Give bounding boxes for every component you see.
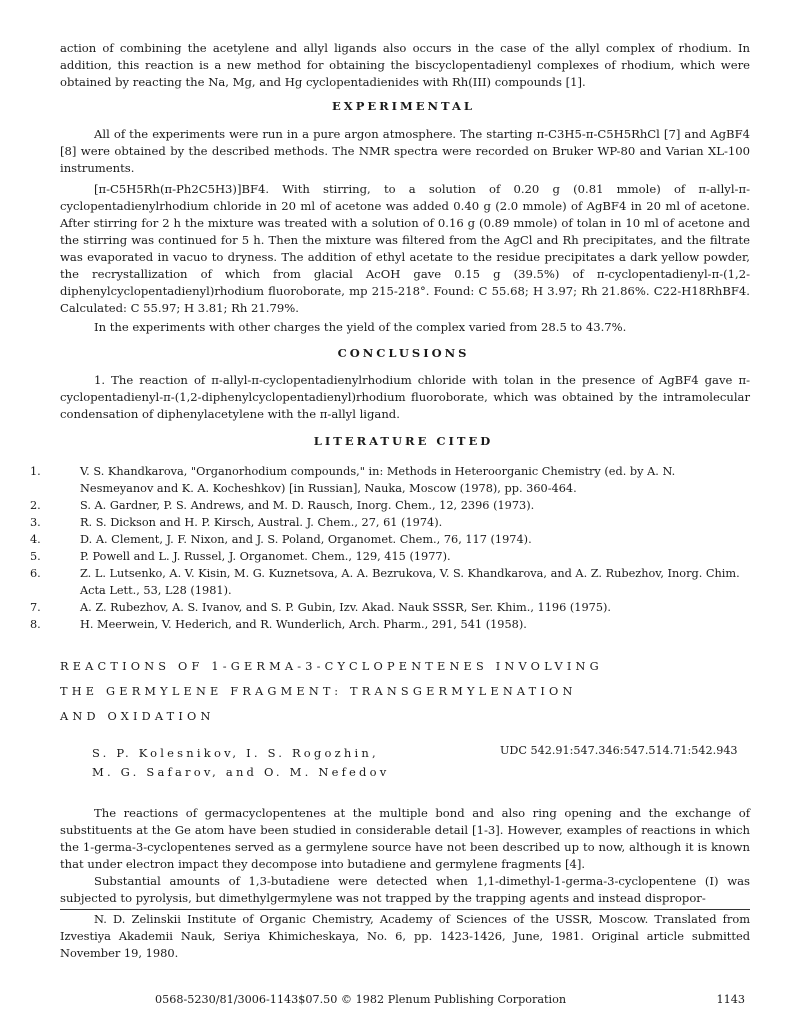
intro-paragraph: action of combining the acetylene and allyl ligands also occurs in the case of the allyl complex of rhodium. In addition, this reaction is a new method for obtaining the biscyclopentadienyl complexes of rhodium, which were obtained by reacting the Na, Mg, and Hg cyclopentadienides with Rh(III) compounds [1]. bbox=[60, 41, 750, 89]
article-paragraph-2: Substantial amounts of 1,3-butadiene were detected when 1,1-dimethyl-1-germa-3-cyclopentene (I) was subjected to pyrolysis, but dimethylgermylene was not trapped by the trapping agents and instead dispropor- bbox=[60, 874, 750, 905]
reference-text: H. Meerwein, V. Hederich, and R. Wunderlich, Arch. Pharm., 291, 541 (1958). bbox=[80, 618, 527, 631]
experimental-paragraph-2: [π-C5H5Rh(π-Ph2C5H3)]BF4. With stirring, to a solution of 0.20 g (0.81 mmole) of π-allyl-π-cyclopentadienylrhodium chloride in 20 ml of acetone was added 0.40 g (2.0 mmole) of AgBF4 in 20 ml of acetone. After stirring for 2 h the mixture was treated with a solution of 0.16 g (0.89 mmole) of tolan in 10 ml of acetone and the stirring was continued for 5 h. Then the mixture was filtered from the AgCl and Rh precipitates, and the filtrate was evaporated in vacuo to dryness. The addition of ethyl acetate to the residue precipitates a dark yellow powder, the recrystallization of which from glacial AcOH gave 0.15 g (39.5%) of π-cyclopentadienyl-π-(1,2-diphenylcyclopentadienyl)rhodium fluoroborate, mp 215-218°. Found: C 55.68; H 3.97; Rh 21.86%. C22-H18RhBF4. Calculated: C 55.97; H 3.81; Rh 21.79%. bbox=[60, 182, 750, 315]
reference-text: A. Z. Rubezhov, A. S. Ivanov, and S. P. Gubin, Izv. Akad. Nauk SSSR, Ser. Khim., 1196 (1975). bbox=[80, 601, 612, 614]
reference-number: 7. bbox=[30, 601, 41, 614]
reference-item bbox=[30, 463, 750, 497]
reference-item bbox=[30, 565, 750, 599]
reference-item bbox=[30, 599, 750, 616]
experimental-heading: EXPERIMENTAL bbox=[332, 99, 475, 113]
reference-text: V. S. Khandkarova, "Organorhodium compounds," in: Methods in Heteroorganic Chemistry (ed. by A. N. Nesmeyanov and K. A. Kocheshkov) [in Russian], Nauka, Moscow (1978), pp. 360-464. bbox=[80, 465, 676, 495]
reference-item bbox=[30, 514, 750, 531]
reference-list bbox=[30, 463, 750, 633]
copyright-line: 0568-5230/81/3006-1143$07.50 © 1982 Plenum Publishing Corporation bbox=[155, 993, 567, 1006]
article-title-line-2: THE GERMYLENE FRAGMENT: TRANSGERMYLENATION bbox=[60, 685, 577, 698]
experimental-paragraph-1: All of the experiments were run in a pure argon atmosphere. The starting π-C3H5-π-C5H5RhCl [7] and AgBF4 [8] were obtained by the described methods. The NMR spectra were recorded on Bruker WP-80 and Varian XL-100 instruments. bbox=[60, 127, 750, 175]
conclusions-heading: CONCLUSIONS bbox=[337, 346, 470, 360]
reference-number: 5. bbox=[30, 550, 41, 563]
reference-text: R. S. Dickson and H. P. Kirsch, Austral. J. Chem., 27, 61 (1974). bbox=[80, 516, 443, 529]
conclusions-paragraph: 1. The reaction of π-allyl-π-cyclopentadienylrhodium chloride with tolan in the presence of AgBF4 gave π-cyclopentadienyl-π-(1,2-diphenylcyclopentadienyl)rhodium fluoroborate, which was obtained by the intramolecular condensation of diphenylacetylene with the π-allyl ligand. bbox=[60, 373, 750, 421]
reference-item bbox=[30, 616, 750, 633]
page-number: 1143 bbox=[716, 993, 745, 1006]
reference-item bbox=[30, 548, 750, 565]
article-title-line-3: AND OXIDATION bbox=[60, 710, 215, 723]
reference-number: 2. bbox=[30, 499, 41, 512]
footnote: N. D. Zelinskii Institute of Organic Chemistry, Academy of Sciences of the USSR, Moscow. Translated from Izvestiya Akademii Nauk, Seriya Khimicheskaya, No. 6, pp. 1423-1426, June, 1981. Original article submitted November 19, 1980. bbox=[60, 912, 750, 960]
reference-text: P. Powell and L. J. Russel, J. Organomet. Chem., 129, 415 (1977). bbox=[80, 550, 451, 563]
reference-number: 4. bbox=[30, 533, 41, 546]
udc-code: UDC 542.91:547.346:547.514.71:542.943 bbox=[500, 744, 738, 757]
author-line-2: M. G. Safarov, and O. M. Nefedov bbox=[92, 765, 390, 779]
reference-item bbox=[30, 531, 750, 548]
author-line-1: S. P. Kolesnikov, I. S. Rogozhin, bbox=[92, 746, 379, 760]
article-title-line-1: REACTIONS OF 1-GERMA-3-CYCLOPENTENES INVOLVING bbox=[60, 660, 603, 673]
reference-text: D. A. Clement, J. F. Nixon, and J. S. Poland, Organomet. Chem., 76, 117 (1974). bbox=[80, 533, 532, 546]
author-list bbox=[92, 744, 389, 782]
footnote-divider bbox=[60, 909, 750, 910]
reference-item bbox=[30, 497, 750, 514]
literature-heading: LITERATURE CITED bbox=[313, 434, 494, 448]
reference-text: S. A. Gardner, P. S. Andrews, and M. D. Rausch, Inorg. Chem., 12, 2396 (1973). bbox=[80, 499, 535, 512]
reference-number: 3. bbox=[30, 516, 41, 529]
reference-number: 6. bbox=[30, 567, 41, 580]
article-paragraph-1: The reactions of germacyclopentenes at the multiple bond and also ring opening and the exchange of substituents at the Ge atom have been studied in considerable detail [1-3]. However, examples of reactions in which the 1-germa-3-cyclopentenes served as a germylene source have not been described up to now, although it is known that under electron impact they decompose into butadiene and germylene fragments [4]. bbox=[60, 806, 750, 871]
reference-number: 8. bbox=[30, 618, 41, 631]
reference-text: Z. L. Lutsenko, A. V. Kisin, M. G. Kuznetsova, A. A. Bezrukova, V. S. Khandkarova, and A. Z. Rubezhov, Inorg. Chim. Acta Lett., 53, L28 (1981). bbox=[80, 567, 740, 597]
experimental-paragraph-3: In the experiments with other charges the yield of the complex varied from 28.5 to 43.7%. bbox=[94, 320, 627, 334]
reference-number: 1. bbox=[30, 465, 41, 478]
